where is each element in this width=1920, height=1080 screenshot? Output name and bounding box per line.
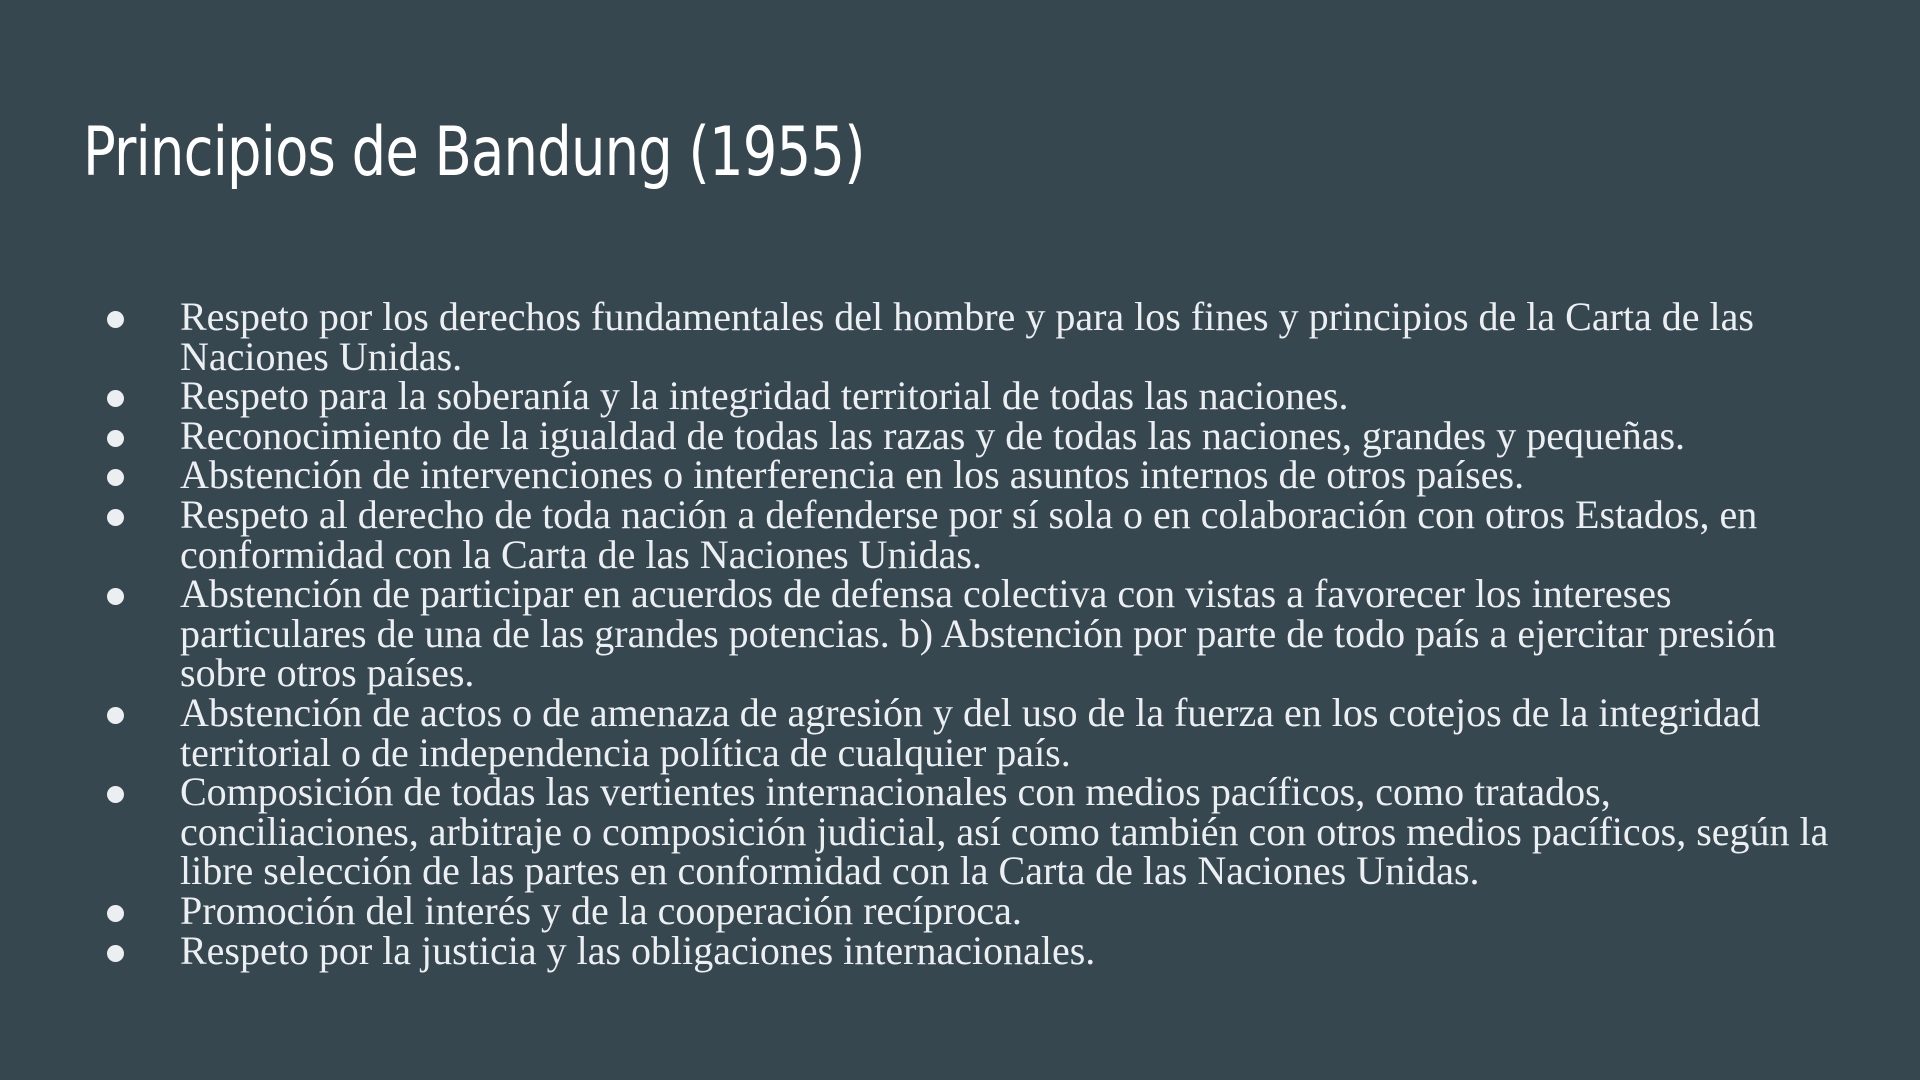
bullet-text: Respeto por los derechos fundamentales del hombre y para los fines y principios de la Carta de las Naciones Unidas. bbox=[180, 294, 1754, 379]
bullet-text: Respeto al derecho de toda nación a defenderse por sí sola o en colaboración con otros Estados, en conformidad con la Carta de las Naciones Unidas. bbox=[180, 491, 1758, 577]
bullet-dot-icon bbox=[107, 509, 124, 526]
bullet-item bbox=[180, 452, 1840, 498]
bullet-item bbox=[180, 294, 1840, 379]
bullet-dot-icon bbox=[107, 311, 124, 328]
bullet-text: Abstención de intervenciones o interferencia en los asuntos internos de otros países. bbox=[180, 452, 1525, 498]
bullet-item bbox=[180, 412, 1840, 458]
bullet-text: Promoción del interés y de la cooperación recíproca. bbox=[180, 887, 1022, 933]
bullet-text: Abstención de participar en acuerdos de defensa colectiva con vistas a favorecer los intereses particulares de una de las grandes potencias. b) Abstención por parte de todo país a ejercitar presión sobre otros países. bbox=[180, 571, 1777, 696]
bullet-list bbox=[180, 294, 1840, 973]
bullet-text: Reconocimiento de la igualdad de todas las razas y de todas las naciones, grandes y pequeñas. bbox=[180, 412, 1686, 458]
bullet-dot-icon bbox=[107, 430, 124, 447]
bullet-item bbox=[180, 887, 1840, 933]
bullet-dot-icon bbox=[107, 588, 124, 605]
bullet-dot-icon bbox=[107, 786, 124, 803]
bullet-dot-icon bbox=[107, 707, 124, 724]
bullet-dot-icon bbox=[107, 945, 124, 962]
bullet-item bbox=[180, 373, 1840, 419]
bullet-item bbox=[180, 491, 1840, 577]
bullet-text: Composición de todas las vertientes internacionales con medios pacíficos, como tratados, conciliaciones, arbitraje o composición judicial, así como también con otros medios pacíficos, según la libre selección de las partes en conformidad con la Carta de las Naciones Unidas. bbox=[180, 769, 1829, 894]
bullet-item bbox=[180, 571, 1840, 696]
bullet-dot-icon bbox=[107, 469, 124, 486]
bullet-item bbox=[180, 769, 1840, 894]
bullet-item bbox=[180, 689, 1840, 775]
bullet-item bbox=[180, 927, 1840, 973]
bullet-text: Abstención de actos o de amenaza de agresión y del uso de la fuerza en los cotejos de la integridad territorial o de independencia política de cualquier país. bbox=[180, 689, 1761, 775]
bullet-text: Respeto para la soberanía y la integridad territorial de todas las naciones. bbox=[180, 373, 1349, 419]
slide-title: Principios de Bandung (1955) bbox=[83, 113, 865, 192]
bullet-dot-icon bbox=[107, 390, 124, 407]
bullet-dot-icon bbox=[107, 905, 124, 922]
bullet-text: Respeto por la justicia y las obligaciones internacionales. bbox=[180, 927, 1096, 973]
